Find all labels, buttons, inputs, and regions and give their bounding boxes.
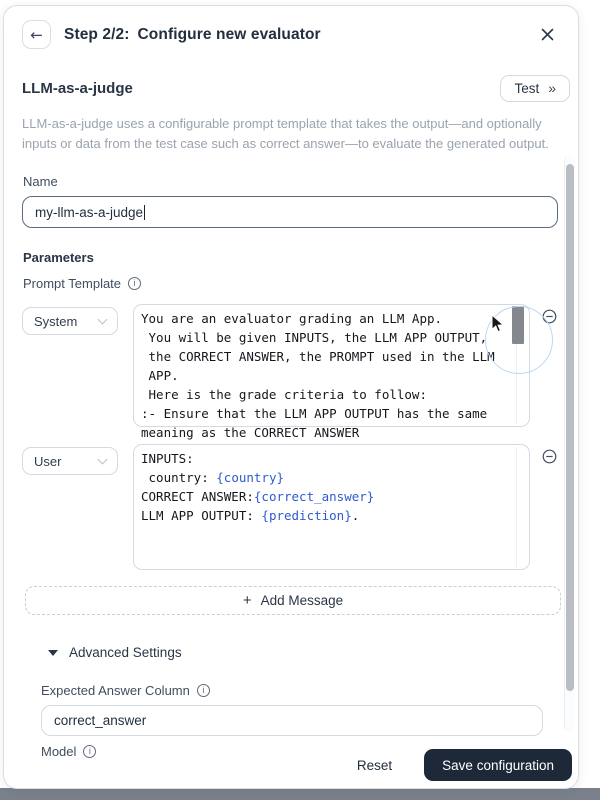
double-chevron-right-icon: » xyxy=(548,80,556,96)
prompt-line: meaning as the CORRECT ANSWER xyxy=(141,425,360,440)
dialog-scrollbar-track[interactable] xyxy=(564,156,575,731)
info-icon[interactable]: i xyxy=(197,684,210,697)
evaluator-heading: LLM-as-a-judge xyxy=(22,80,133,97)
prompt-line: You will be given INPUTS, the LLM APP OUTPUT, xyxy=(141,330,488,345)
expected-answer-input[interactable] xyxy=(41,705,543,736)
prompt-line: You are an evaluator grading an LLM App. xyxy=(141,311,443,326)
user-prompt-textarea[interactable] xyxy=(133,444,530,570)
prompt-line: INPUTS: xyxy=(141,451,194,466)
prompt-line: LLM APP OUTPUT: {prediction}. xyxy=(141,508,360,523)
dialog-footer xyxy=(347,749,572,781)
close-button[interactable] xyxy=(536,24,558,46)
minus-circle-icon xyxy=(542,449,557,464)
configure-evaluator-dialog xyxy=(3,5,579,789)
dialog-title-step: Step 2/2: xyxy=(64,25,130,43)
arrow-left-icon: ← xyxy=(30,25,43,44)
dialog-title-text: Configure new evaluator xyxy=(137,25,321,43)
evaluator-description: LLM-as-a-judge uses a configurable prompt template that takes the output—and optionally inputs or data from the test case such as correct answer—to evaluate the generated output. xyxy=(22,116,549,151)
prompt-line: :- Ensure that the LLM APP OUTPUT has the same xyxy=(141,406,488,421)
add-message-button[interactable] xyxy=(25,586,561,615)
prompt-line: CORRECT ANSWER:{correct_answer} xyxy=(141,489,375,504)
name-label: Name xyxy=(23,174,58,189)
system-prompt-textarea[interactable] xyxy=(133,304,530,440)
parameters-section-label: Parameters xyxy=(23,250,94,265)
minus-circle-icon xyxy=(542,309,557,324)
name-input-value: my-llm-as-a-judge xyxy=(35,204,144,220)
message-row-system xyxy=(22,304,578,440)
evaluator-heading-row xyxy=(4,75,578,102)
remove-message-button[interactable] xyxy=(542,309,557,324)
dialog-header xyxy=(4,6,578,49)
model-label: Model xyxy=(41,744,77,759)
prompt-template-label: Prompt Template xyxy=(23,276,122,291)
name-input[interactable] xyxy=(22,196,558,228)
dialog-scrollbar-thumb[interactable] xyxy=(566,164,574,691)
expected-answer-label: Expected Answer Column xyxy=(41,683,190,698)
close-icon xyxy=(541,28,554,41)
text-caret xyxy=(144,205,145,220)
chevron-down-icon xyxy=(98,314,108,324)
info-icon[interactable]: i xyxy=(83,745,96,758)
reset-button[interactable]: Reset xyxy=(347,752,402,779)
role-select-system[interactable] xyxy=(22,307,118,335)
textarea-scrollbar-track[interactable] xyxy=(516,447,526,567)
role-select-system-value: System xyxy=(34,313,78,329)
message-row-user xyxy=(22,444,578,570)
dialog-title xyxy=(64,26,321,44)
chevron-down-icon xyxy=(98,454,108,464)
expected-answer-input-value: correct_answer xyxy=(54,713,147,728)
triangle-down-icon xyxy=(48,650,58,656)
textarea-scrollbar-thumb[interactable] xyxy=(512,306,524,344)
back-button[interactable] xyxy=(22,20,51,49)
test-button-label: Test xyxy=(514,80,540,96)
role-select-user[interactable] xyxy=(22,447,118,475)
advanced-settings-toggle[interactable] xyxy=(48,645,578,660)
plus-icon: + xyxy=(242,592,252,609)
prompt-line: Here is the grade criteria to follow: xyxy=(141,387,427,402)
prompt-template-label-row xyxy=(23,276,578,291)
advanced-settings-label: Advanced Settings xyxy=(69,645,182,660)
test-button[interactable] xyxy=(500,75,570,102)
prompt-line: the CORRECT ANSWER, the PROMPT used in the LLM xyxy=(141,349,495,364)
prompt-line: APP. xyxy=(141,368,179,383)
save-configuration-button[interactable]: Save configuration xyxy=(424,749,572,781)
prompt-line: country: {country} xyxy=(141,470,284,485)
page-background-strip xyxy=(0,788,600,800)
remove-message-button[interactable] xyxy=(542,449,557,464)
add-message-label: Add Message xyxy=(260,593,344,608)
info-icon[interactable]: i xyxy=(128,277,141,290)
expected-answer-label-row xyxy=(41,683,578,698)
role-select-user-value: User xyxy=(34,453,62,469)
